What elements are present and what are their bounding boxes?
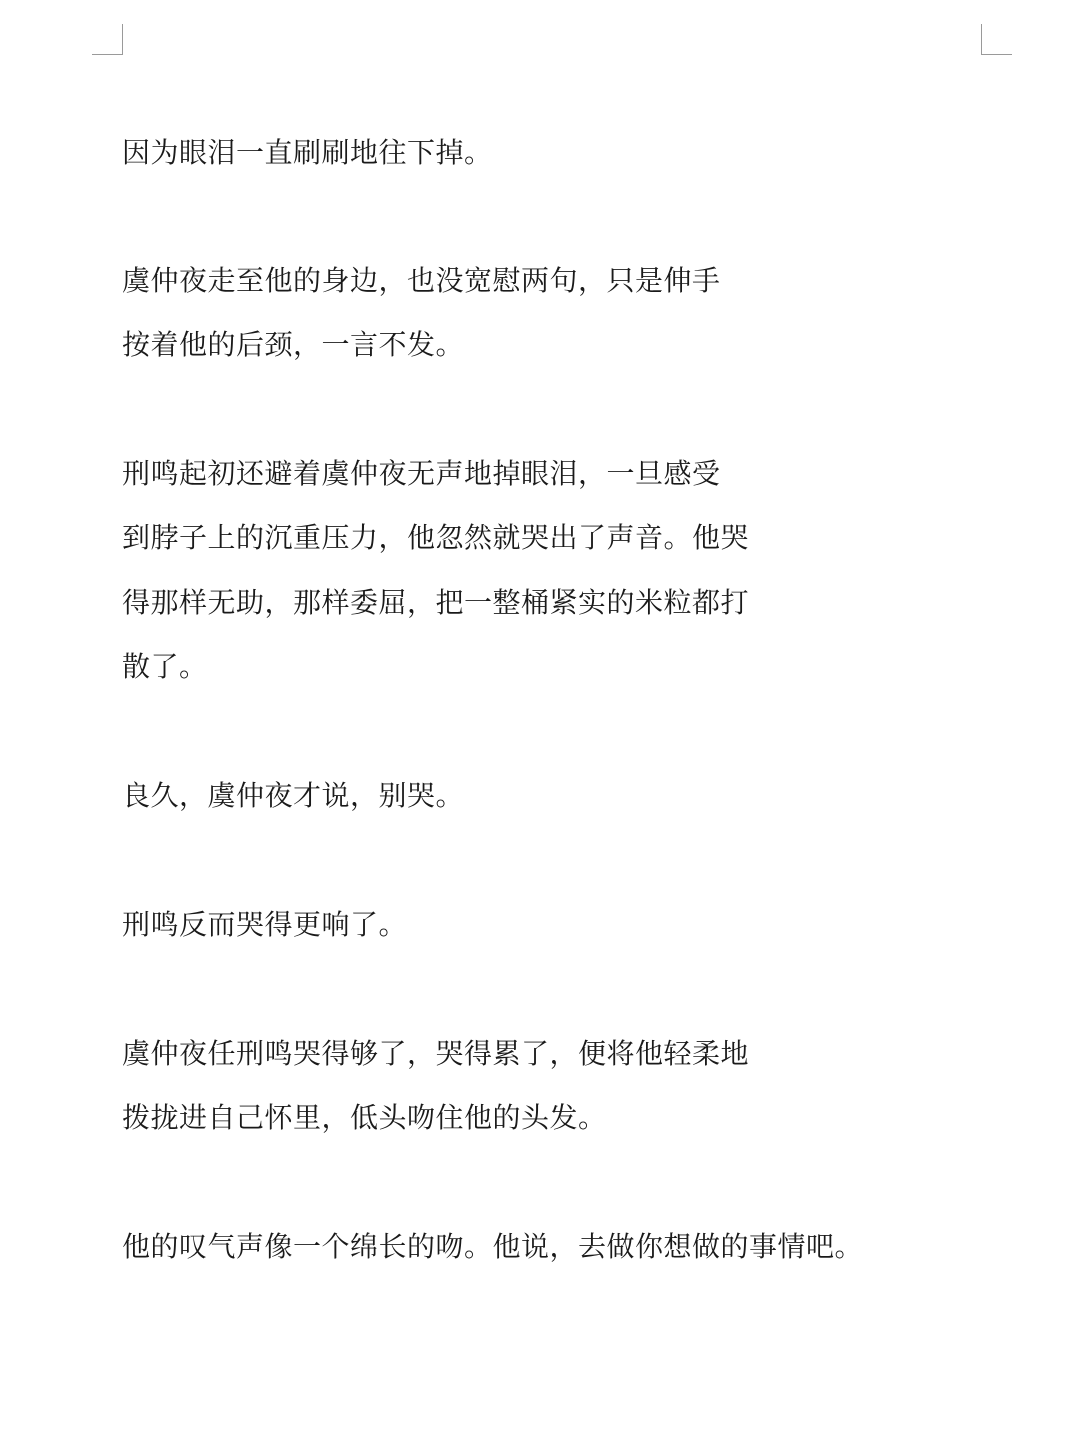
text-line: 按着他的后颈，一言不发。 [122,328,465,361]
text-line: 散了。 [122,650,208,683]
text-line: 拨拢进自己怀里，低头吻住他的头发。 [122,1101,607,1134]
text-line: 刑鸣反而哭得更响了。 [122,908,408,941]
text-line: 得那样无助，那样委屈，把一整桶紧实的米粒都打 [122,586,750,619]
page-corner-mark-top-left [92,24,123,55]
text-line: 虞仲夜任刑鸣哭得够了，哭得累了，便将他轻柔地 [122,1037,750,1070]
page-corner-mark-top-right [981,24,1012,55]
text-line: 他的叹气声像一个绵长的吻。他说，去做你想做的事情吧。 [122,1230,864,1263]
text-line: 刑鸣起初还避着虞仲夜无声地掉眼泪，一旦感受 [122,457,721,490]
text-line: 良久，虞仲夜才说，别哭。 [122,779,465,812]
text-line: 到脖子上的沉重压力，他忽然就哭出了声音。他哭 [122,521,750,554]
text-line: 因为眼泪一直刷刷地往下掉。 [122,136,493,169]
text-line: 虞仲夜走至他的身边，也没宽慰两句，只是伸手 [122,264,721,297]
